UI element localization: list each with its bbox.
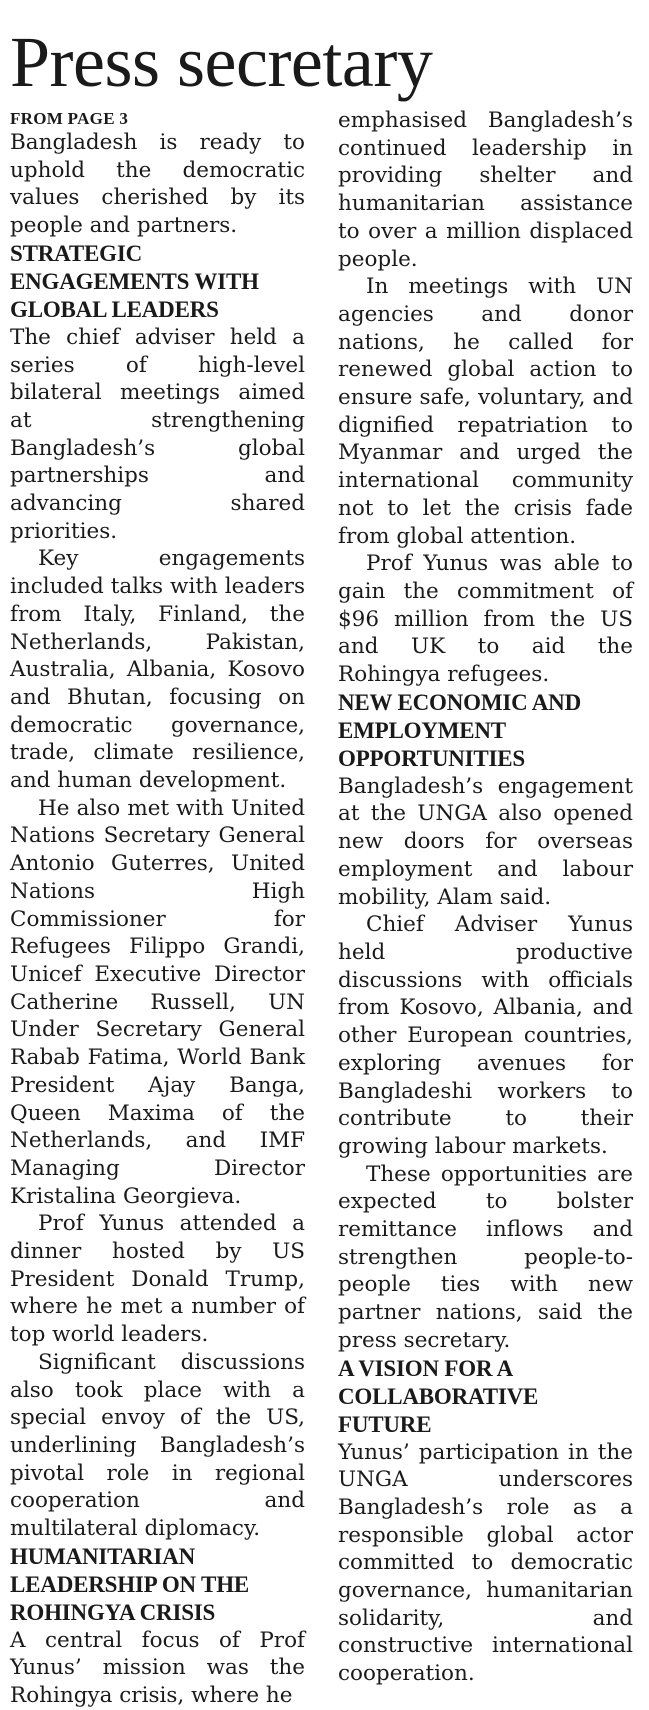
subheading: HUMANITARIAN LEADERSHIP ON THE ROHINGYA CRISIS — [10, 1543, 250, 1625]
paragraph: In meetings with UN agencies and donor nations, he called for renewed global action to ensure safe, voluntary, and dignified repatriation to Myanmar and urged the international community not to let the crisis fade from global attention. — [338, 274, 633, 549]
paragraph: Chief Adviser Yunus held productive discussions with officials from Kosovo, Albania, and other European countries, exploring avenues for Bangladeshi workers to contribute to their growing labour markets. — [338, 912, 633, 1159]
paragraph: These opportunities are expected to bolster remittance inflows and strengthen people-to-people ties with new partner nations, said the press secretary. — [338, 1161, 633, 1353]
paragraph: Yunus’ participation in the UNGA underscores Bangladesh’s role as a responsible global actor committed to democratic governance, humanitarian solidarity, and constructive international cooperation. — [338, 1439, 633, 1687]
right-column — [338, 107, 633, 1688]
paragraph: He also met with United Nations Secretary General Antonio Guterres, United Nations High Commissioner for Refugees Filippo Grandi, Unicef Executive Director Catherine Russell, UN Under Secretary General Rabab Fatima, World Bank President Ajay Banga, Queen Maxima of the Netherlands, and IMF Managing Director Kristalina Georgieva. — [10, 795, 305, 1209]
headline: Press secretary — [10, 22, 433, 102]
paragraph: emphasised Bangladesh’s continued leadership in providing shelter and humanitarian assistance to over a million displaced people. — [338, 108, 633, 272]
subheading: A VISION FOR A COLLABORATIVE FUTURE — [338, 1355, 539, 1437]
subheading: NEW ECONOMIC AND EMPLOYMENT OPPORTUNITIES — [338, 689, 582, 771]
paragraph: Bangladesh is ready to uphold the democratic values cherished by its people and partners. — [10, 130, 305, 239]
paragraph: Key engagements included talks with leaders from Italy, Finland, the Netherlands, Pakistan, Australia, Albania, Kosovo and Bhutan, focusing on democratic governance, trade, climate resilience, and human development. — [10, 546, 305, 794]
paragraph: Prof Yunus attended a dinner hosted by US President Donald Trump, where he met a number of top world leaders. — [10, 1211, 305, 1348]
continued-from-label: FROM PAGE 3 — [10, 109, 129, 128]
left-column — [10, 108, 305, 1710]
paragraph: Prof Yunus was able to gain the commitment of $96 million from the US and UK to aid the Rohingya refugees. — [338, 551, 633, 688]
paragraph: Bangladesh’s engagement at the UNGA also opened new doors for overseas employment and labour mobility, Alam said. — [338, 773, 633, 910]
paragraph: The chief adviser held a series of high-level bilateral meetings aimed at strengthening Bangladesh’s global partnerships and advancing shared priorities. — [10, 324, 305, 544]
paragraph: Significant discussions also took place with a special envoy of the US, underlining Bangladesh’s pivotal role in regional cooperation and multilateral diplomacy. — [10, 1349, 305, 1542]
subheading: STRATEGIC ENGAGEMENTS WITH GLOBAL LEADERS — [10, 240, 259, 322]
paragraph: A central focus of Prof Yunus’ mission was the Rohingya crisis, where he — [10, 1627, 305, 1709]
